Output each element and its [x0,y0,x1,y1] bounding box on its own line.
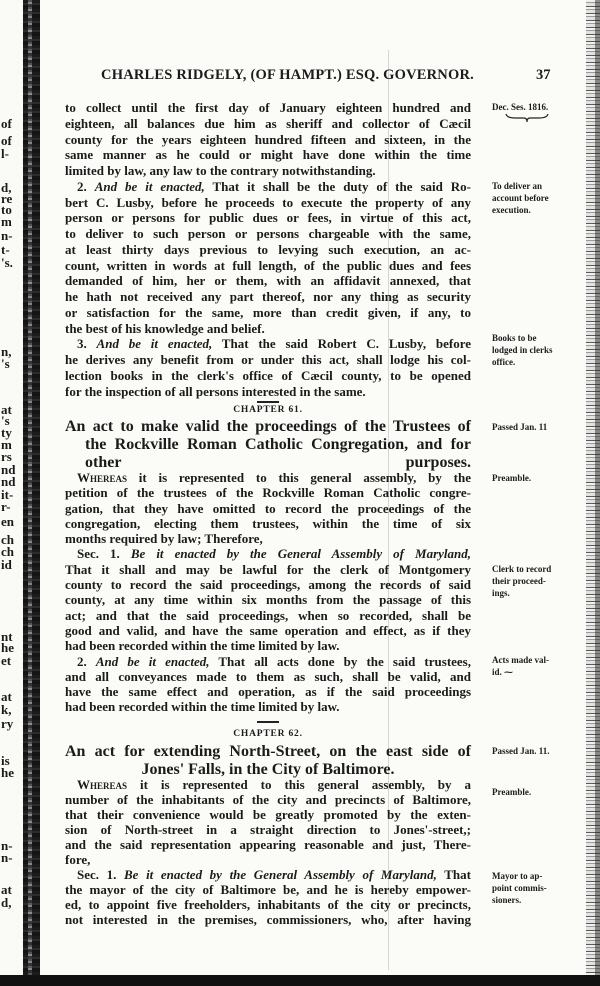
text-line [65,305,471,321]
text-run: congregation, electing them trustees, within the time of six [65,515,471,531]
facing-page-fragment: en [1,514,14,529]
text-line [65,210,471,226]
chapter-title [65,743,471,779]
text-run: same manner as he could or might have done within the time [65,147,471,163]
margin-note-line: execution. [492,205,531,215]
text-run: county for the years eighteen hundred fifteen and sixteen, in the [65,131,471,147]
text-line [65,132,471,148]
margin-note [492,332,584,368]
chapter-title [65,418,471,472]
text-run: 2. [77,178,95,194]
text-run: at least thirty days previous to levying such execution, an ac- [65,241,471,257]
text-run: had been recorded within the time limited by law. [65,638,340,654]
text-run: have the same effect and operation, as if the said proceedings [65,684,471,700]
text-run: Sec. 1. [77,867,125,882]
facing-page-fragment: at [1,689,12,704]
margin-note-line: Passed Jan. 11 [492,422,548,432]
margin-note [492,421,584,433]
text-line [65,822,471,837]
facing-page-fragment: 's [1,413,10,428]
text-line [65,501,471,516]
chapter-title-line: An act to make valid the proceedings of the Trustees of [65,418,471,435]
margin-note-line: point commis- [492,883,547,893]
text-line [65,867,471,882]
text-run: it is represented to this general assembly, by a [127,777,471,792]
chapter-title-line: Jones' Falls, in the City of Baltimore. [141,761,395,778]
text-run: limited by law, any law to the contrary notwithstanding. [65,163,376,178]
margin-note [492,745,584,757]
text-line [65,226,471,242]
small-caps-run: Whereas [77,470,128,485]
text-line [65,699,471,714]
text-run: gation, that they have omitted to record the proceedings of the [65,500,471,516]
text-line [65,882,471,897]
text-line [65,792,471,807]
facing-page-fragment: id [1,557,12,572]
chapter-title-line: other purposes. [85,454,471,471]
facing-page-fragment: ch [1,544,14,559]
facing-page-fragment: n- [1,850,13,865]
margin-note-line: Passed Jan. 11. [492,746,550,756]
text-line [65,623,471,638]
margin-note-line: sioners. [492,895,522,905]
facing-page-fragment: is [1,753,10,768]
text-run: he hath not received any part thereof, nor any thing as security [65,289,471,304]
facing-page-fragment: d, [1,180,12,195]
text-line [65,897,471,912]
text-block [65,470,471,715]
text-run: 2. [77,653,96,669]
text-run: lection books in the clerk's office of Cæcil county, to be opened [65,367,471,383]
facing-page-fragment: l- [1,146,9,161]
text-line [65,470,471,485]
text-run: That it shall and may be lawful for the clerk of Montgomery [65,561,471,577]
facing-page-fragment: n- [1,228,13,243]
text-run: to deliver to such person or persons chargeable with the same, [65,226,471,241]
text-run: and all conveyances made to them as such, shall be valid, and [65,668,471,684]
text-run: and the said representation appearing reasonable and just, There- [65,837,471,852]
margin-note-line: ings. [492,588,510,598]
running-title: CHARLES RIDGELY, (OF HAMPT.) ESQ. GOVERNOR. [101,67,474,83]
text-run: the mayor of the city of Baltimore be, and he is hereby empower- [65,882,471,897]
text-line [65,669,471,684]
text-run: number of the inhabitants of the city and precincts of Baltimore, [65,792,471,807]
facing-page-fragment: r- [1,499,11,514]
text-line [65,577,471,592]
facing-page-fragment: ry [1,716,14,731]
facing-page-fragment: of [1,133,12,148]
facing-page-fragment: ty [1,425,12,440]
text-line [65,654,471,669]
facing-page-fragment: nd [1,462,16,477]
facing-page-fragment: it- [1,487,14,502]
text-run: or satisfaction for the same, more than credit given, if any, to [65,304,471,320]
text-line [65,179,471,195]
facing-page-edge [0,0,24,975]
text-run: county, at any time within six months from the passage of this [65,592,471,608]
margin-note [492,786,584,798]
text-line [65,368,471,384]
chapter-title-line: An act for extending North-Street, on the east side of [65,743,471,760]
facing-page-fragment: at [1,402,12,417]
text-run: good and valid, and have the same operation and effect, as if they [65,622,471,638]
facing-page-fragment: m [1,214,12,229]
text-line [65,638,471,653]
text-line [65,684,471,699]
text-block [65,100,471,399]
italic-run: And be it enacted, [95,653,210,669]
margin-note-line: Books to be [492,333,537,343]
facing-page-fragment: he [1,765,14,780]
margin-note [492,472,584,484]
text-run: That it shall be the duty of the said Ro- [204,178,472,194]
text-run: That all acts done by the said trustees, [209,653,471,669]
text-block [65,777,471,927]
text-run: That the said Robert C. Lusby, before [212,336,472,352]
text-line [65,147,471,163]
book-gutter [23,0,40,975]
text-run: that their convenience would be greatly promoted by the exten- [65,807,471,822]
text-line [65,195,471,211]
text-run: it is represented to this general assembly, by the [127,470,471,485]
margin-note [492,101,584,113]
margin-note-line: lodged in clerks [492,345,553,355]
facing-page-fragment: nt [1,629,13,644]
text-run: not interested in the premises, commissioners, who, after having [65,912,471,927]
text-run: ed, to appoint five freeholders, inhabitants of the city or precincts, [65,897,471,912]
facing-page-fragment: 's. [1,255,13,270]
chapter-divider [257,721,279,723]
text-run: months required by law; Therefore, [65,531,263,547]
text-line [65,163,471,179]
text-run: bert C. Lusby, before he proceeds to execute the property of any [65,194,471,210]
text-line [65,516,471,531]
text-run: act; and that the said proceedings, when so recorded, shall be [65,607,471,623]
text-line [65,562,471,577]
margin-note-line: Preamble. [492,473,532,483]
text-line [65,485,471,500]
text-run: petition of the trustees of the Rockville Roman Catholic congre- [65,485,471,501]
facing-page-fragment: he [1,640,14,655]
facing-page-fragment: nd [1,474,16,489]
text-line [65,546,471,561]
scan-border [0,975,600,986]
text-line [65,258,471,274]
text-run: for the inspection of all persons interested in the same. [65,383,366,399]
italic-run: And be it enacted, [94,178,205,194]
text-line [65,592,471,607]
text-run: 3. [77,336,97,352]
margin-note-line: To deliver an [492,181,543,191]
margin-note-line: office. [492,357,516,367]
text-run: sion of North-street in a straight direction to Jones'-street,; [65,822,471,837]
chapter-label: CHAPTER 62. [233,729,303,739]
margin-note [492,180,584,216]
italic-run: Be it enacted by the General Assembly of Maryland, [124,867,437,882]
margin-note [492,870,584,906]
text-line [65,852,471,867]
margin-note-line: Mayor to ap- [492,871,543,881]
text-run: count, written in words at full length, of the public dues and fees [65,257,471,273]
facing-page-fragment: t- [1,242,10,257]
text-line [65,321,471,337]
chapter-divider [257,401,279,403]
facing-page-fragment: of [1,116,12,131]
text-line [65,242,471,258]
text-line [65,531,471,546]
text-run: he derives any benefit from or under this act, shall lodge his col- [65,352,471,367]
chapter-label: CHAPTER 61. [233,405,303,415]
text-line [65,384,471,400]
text-run: demanded of him, her or them, with an affidavit annexed, that [65,273,471,289]
facing-page-fragment: rs [1,449,12,464]
text-line [65,807,471,822]
text-line [65,837,471,852]
italic-run: Be it enacted by the General Assembly of Maryland, [130,546,471,562]
text-line [65,912,471,927]
text-line [65,336,471,352]
margin-note-line: Preamble. [492,787,532,797]
text-line [65,289,471,305]
text-run: county to record the said proceedings, among the records of said [65,577,471,593]
margin-note-line: Acts made val- [492,655,549,665]
page-edge-right [586,0,600,975]
facing-page-fragment: at [1,882,12,897]
facing-page-fragment: d, [1,895,12,910]
text-line [65,273,471,289]
facing-page-fragment: n- [1,838,13,853]
text-run: person or persons for public dues or fees, in virtue of this act, [65,210,471,226]
text-line [65,352,471,368]
text-run: to collect until the first day of January eighteen hundred and [65,100,471,115]
facing-page-fragment: re [1,191,13,206]
text-line [65,777,471,792]
margin-note [492,563,584,599]
text-line [65,116,471,132]
text-run: had been recorded within the time limited by law. [65,699,340,715]
margin-note-line: Clerk to record [492,564,552,574]
facing-page-fragment: to [1,202,12,217]
margin-note-line: Dec. Ses. 1816. [492,102,549,112]
facing-page-fragment: m [1,437,12,452]
margin-note-line: id. ⁓ [492,667,514,677]
margin-note-line: account before [492,193,549,203]
text-line [65,100,471,116]
margin-note-line: their proceed- [492,576,546,586]
facing-page-fragment: et [1,653,12,668]
text-line [65,608,471,623]
chapter-title-line: the Rockville Roman Catholic Congregation, and for [85,436,471,453]
facing-page-fragment: 's [1,356,10,371]
margin-note [492,654,584,678]
text-run: the best of his knowledge and belief. [65,320,265,336]
text-run: eighteen, all balances due him as sheriff and collector of Cæcil [65,115,471,131]
page-number: 37 [536,67,551,83]
facing-page-fragment: ch [1,532,14,547]
facing-page-fragment: n, [1,344,12,359]
brace-mark [505,113,549,123]
facing-page-fragment: k, [1,702,12,717]
italic-run: And be it enacted, [96,336,213,352]
text-run: That [436,867,471,882]
text-run: fore, [65,852,91,867]
small-caps-run: Whereas [77,777,128,792]
text-run: Sec. 1. [77,546,131,562]
